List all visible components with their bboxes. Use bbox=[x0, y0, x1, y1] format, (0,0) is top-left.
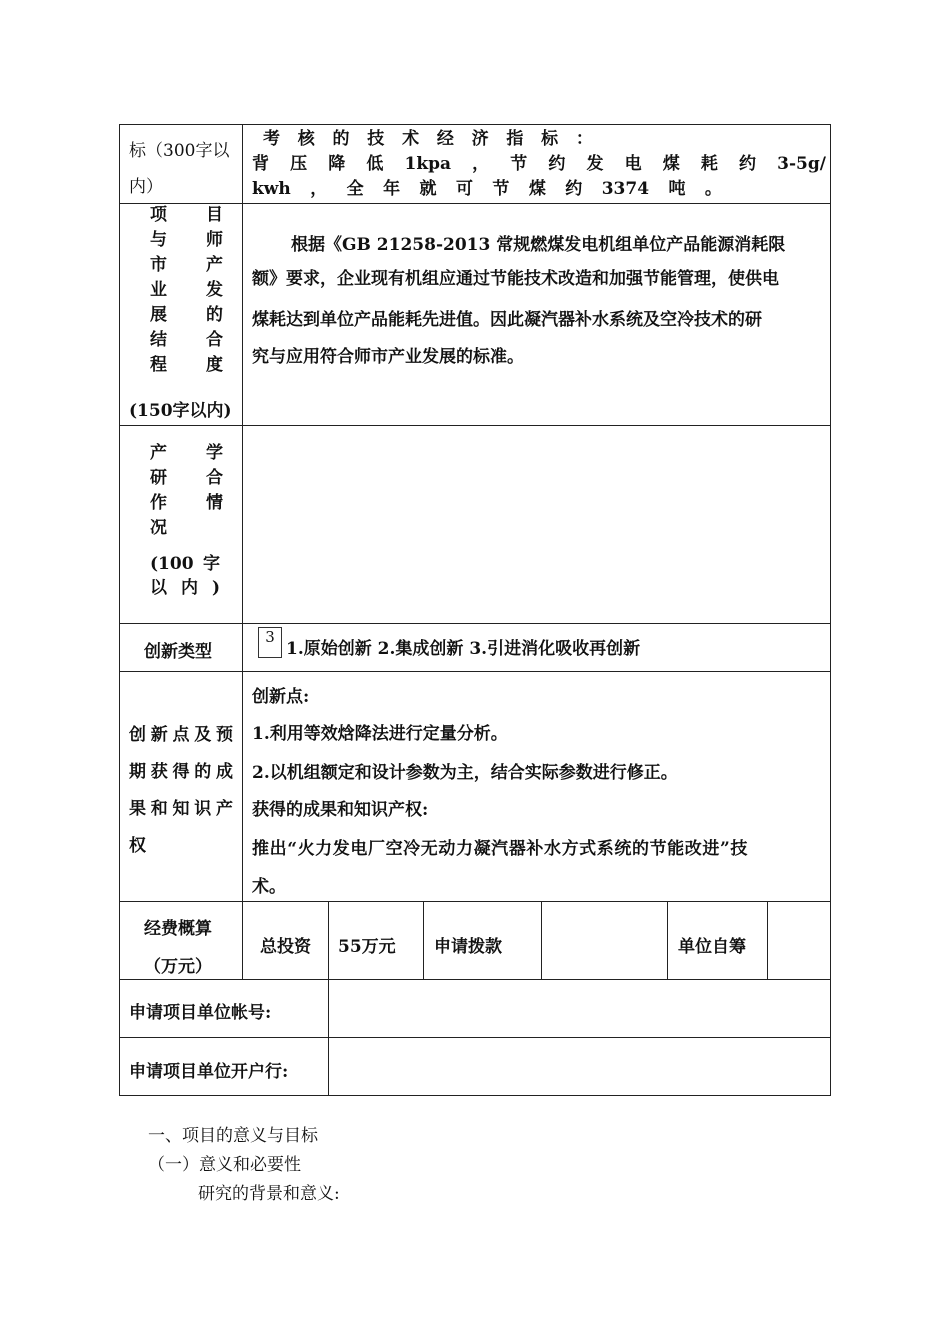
text-token: 3-5g/ bbox=[777, 154, 826, 174]
account-number-label: 申请项目单位帐号: bbox=[129, 1003, 272, 1023]
row-divider bbox=[120, 901, 830, 902]
label-char: 产 bbox=[216, 799, 233, 819]
label-char: 期 bbox=[129, 762, 146, 782]
label-char: 和 bbox=[150, 799, 168, 819]
label-char: 产 bbox=[150, 443, 167, 463]
col-divider bbox=[767, 901, 768, 979]
text-token: 1kpa bbox=[404, 154, 452, 174]
row2-content-line4: 究与应用符合师市产业发展的标准。 bbox=[252, 347, 524, 367]
row5-label-line bbox=[129, 723, 233, 747]
label-char: 目 bbox=[206, 205, 223, 225]
text-token: 3374 bbox=[601, 179, 650, 199]
col-divider bbox=[541, 901, 542, 979]
text-token: ， bbox=[472, 154, 490, 174]
label-char: 得 bbox=[172, 762, 190, 782]
text-token: 低 bbox=[366, 154, 384, 174]
row5-label-line bbox=[129, 797, 233, 821]
text-token: 济 bbox=[471, 129, 489, 149]
label-char: 师 bbox=[206, 230, 223, 250]
self-funding-label: 单位自筹 bbox=[678, 937, 746, 957]
row-divider bbox=[120, 671, 830, 672]
text-token: kwh bbox=[252, 179, 291, 199]
text-token: 。 bbox=[704, 179, 722, 199]
row5-content-line6: 术。 bbox=[252, 877, 286, 897]
row5-content-line2: 1.利用等效焓降法进行定量分析。 bbox=[252, 724, 508, 744]
label-char: 程 bbox=[150, 355, 167, 375]
total-investment-label: 总投资 bbox=[260, 937, 311, 957]
row2-label-limit: (150字以内) bbox=[129, 401, 232, 421]
text-token: 煤 bbox=[528, 179, 546, 199]
text-token: 节 bbox=[492, 179, 510, 199]
text-token: 约 bbox=[548, 154, 566, 174]
label-char: 的 bbox=[206, 305, 223, 325]
text-token: 约 bbox=[739, 154, 757, 174]
innovation-type-label: 创新类型 bbox=[144, 642, 212, 662]
innovation-type-options: 1.原始创新 2.集成创新 3.引进消化吸收再创新 bbox=[286, 639, 641, 659]
row-divider bbox=[120, 979, 830, 980]
text-token: 压 bbox=[290, 154, 308, 174]
text-token: ， bbox=[310, 179, 328, 199]
label-char: 预 bbox=[216, 725, 233, 745]
row1-line3 bbox=[252, 177, 722, 201]
row3-label-limit bbox=[150, 552, 220, 576]
row2-content-line3: 煤耗达到单位产品能耗先进值。因此凝汽器补水系统及空冷技术的研 bbox=[252, 310, 762, 330]
text-token: 降 bbox=[328, 154, 346, 174]
row1-heading bbox=[263, 127, 593, 151]
text-token: 吨 bbox=[668, 179, 686, 199]
label-char: 的 bbox=[194, 762, 212, 782]
row5-content-line5: 推出“火力发电厂空冷无动力凝汽器补水方式系统的节能改进”技 bbox=[252, 839, 748, 859]
text-token: 技 bbox=[367, 129, 385, 149]
row3-label-limit-line2 bbox=[150, 576, 220, 600]
row1-label-line2: 内） bbox=[129, 177, 163, 197]
subsection-heading: （一）意义和必要性 bbox=[148, 1155, 301, 1175]
text-token: (100 bbox=[150, 554, 194, 574]
text-token: 考 bbox=[263, 129, 280, 149]
label-char: 市 bbox=[150, 255, 167, 275]
label-char: 发 bbox=[206, 280, 223, 300]
label-char: 展 bbox=[150, 305, 167, 325]
col-divider bbox=[423, 901, 424, 979]
innovation-type-checkbox[interactable]: 3 bbox=[258, 627, 282, 658]
total-investment-value: 55万元 bbox=[338, 937, 396, 957]
label-char: 创 bbox=[129, 725, 146, 745]
row5-content-line3: 2.以机组额定和设计参数为主，结合实际参数进行修正。 bbox=[252, 763, 678, 783]
label-char: 研 bbox=[150, 468, 167, 488]
label-char: 及 bbox=[194, 725, 212, 745]
text-token: ) bbox=[211, 578, 220, 598]
label-char: 知 bbox=[172, 799, 190, 819]
row1-line2 bbox=[252, 152, 826, 176]
text-token: 耗 bbox=[700, 154, 718, 174]
label-char: 权 bbox=[129, 836, 146, 856]
text-token: 以 bbox=[150, 578, 167, 598]
row-divider bbox=[120, 425, 830, 426]
text-token: 年 bbox=[383, 179, 401, 199]
label-char: 结 bbox=[150, 330, 167, 350]
label-char: 作 bbox=[150, 493, 167, 513]
text-token: 约 bbox=[565, 179, 583, 199]
text-token: 的 bbox=[332, 129, 350, 149]
text-token: 煤 bbox=[662, 154, 680, 174]
text-token: ： bbox=[575, 129, 593, 149]
label-char: 况 bbox=[150, 518, 167, 538]
text-token: 节 bbox=[510, 154, 528, 174]
text-token: 全 bbox=[346, 179, 364, 199]
text-token: 可 bbox=[455, 179, 473, 199]
col-divider bbox=[328, 901, 329, 1095]
label-char: 新 bbox=[150, 725, 168, 745]
text-token: 核 bbox=[297, 129, 315, 149]
bank-name-label: 申请项目单位开户行: bbox=[129, 1062, 289, 1082]
text-token: 内 bbox=[180, 578, 198, 598]
label-char: 与 bbox=[150, 230, 167, 250]
label-char: 业 bbox=[150, 280, 167, 300]
budget-label-line1: 经费概算 bbox=[144, 919, 212, 939]
row-divider bbox=[120, 623, 830, 624]
label-char: 学 bbox=[206, 443, 223, 463]
label-char: 点 bbox=[172, 725, 190, 745]
project-application-table bbox=[119, 124, 831, 1096]
text-token: 标 bbox=[541, 129, 559, 149]
row5-label-line bbox=[129, 834, 149, 858]
section-heading: 一、项目的意义与目标 bbox=[148, 1126, 318, 1146]
text-token: 背 bbox=[252, 154, 269, 174]
row2-content-line1: 根据《GB 21258-2013 常规燃煤发电机组单位产品能源消耗限 bbox=[291, 235, 786, 255]
text-token: 电 bbox=[624, 154, 642, 174]
row5-label-line bbox=[129, 760, 233, 784]
label-char: 度 bbox=[206, 355, 223, 375]
label-char: 识 bbox=[194, 799, 212, 819]
row5-content-line4: 获得的成果和知识产权: bbox=[252, 800, 429, 820]
label-char: 项 bbox=[150, 205, 167, 225]
text-token: 经 bbox=[436, 129, 454, 149]
row-divider bbox=[120, 203, 830, 204]
row1-label-line1: 标（300字以 bbox=[129, 141, 230, 161]
label-char: 情 bbox=[206, 493, 223, 513]
row-divider bbox=[120, 1037, 830, 1038]
text-token: 术 bbox=[402, 129, 420, 149]
label-char: 产 bbox=[206, 255, 223, 275]
row5-content-line1: 创新点: bbox=[252, 687, 310, 707]
col-divider bbox=[667, 901, 668, 979]
label-char: 合 bbox=[206, 468, 223, 488]
text-token: 指 bbox=[506, 129, 524, 149]
label-char: 成 bbox=[216, 762, 233, 782]
label-char: 获 bbox=[150, 762, 168, 782]
budget-label-line2: （万元） bbox=[144, 957, 212, 977]
text-token: 字 bbox=[203, 554, 220, 574]
apply-funding-label: 申请拨款 bbox=[434, 937, 502, 957]
row2-content-line2: 额》要求，企业现有机组应通过节能技术改造和加强节能管理，使供电 bbox=[252, 269, 779, 289]
text-token: 就 bbox=[419, 179, 437, 199]
label-char: 合 bbox=[206, 330, 223, 350]
col-divider bbox=[242, 125, 243, 979]
text-token: 发 bbox=[586, 154, 604, 174]
paragraph-heading: 研究的背景和意义: bbox=[198, 1184, 340, 1204]
label-char: 果 bbox=[129, 799, 146, 819]
